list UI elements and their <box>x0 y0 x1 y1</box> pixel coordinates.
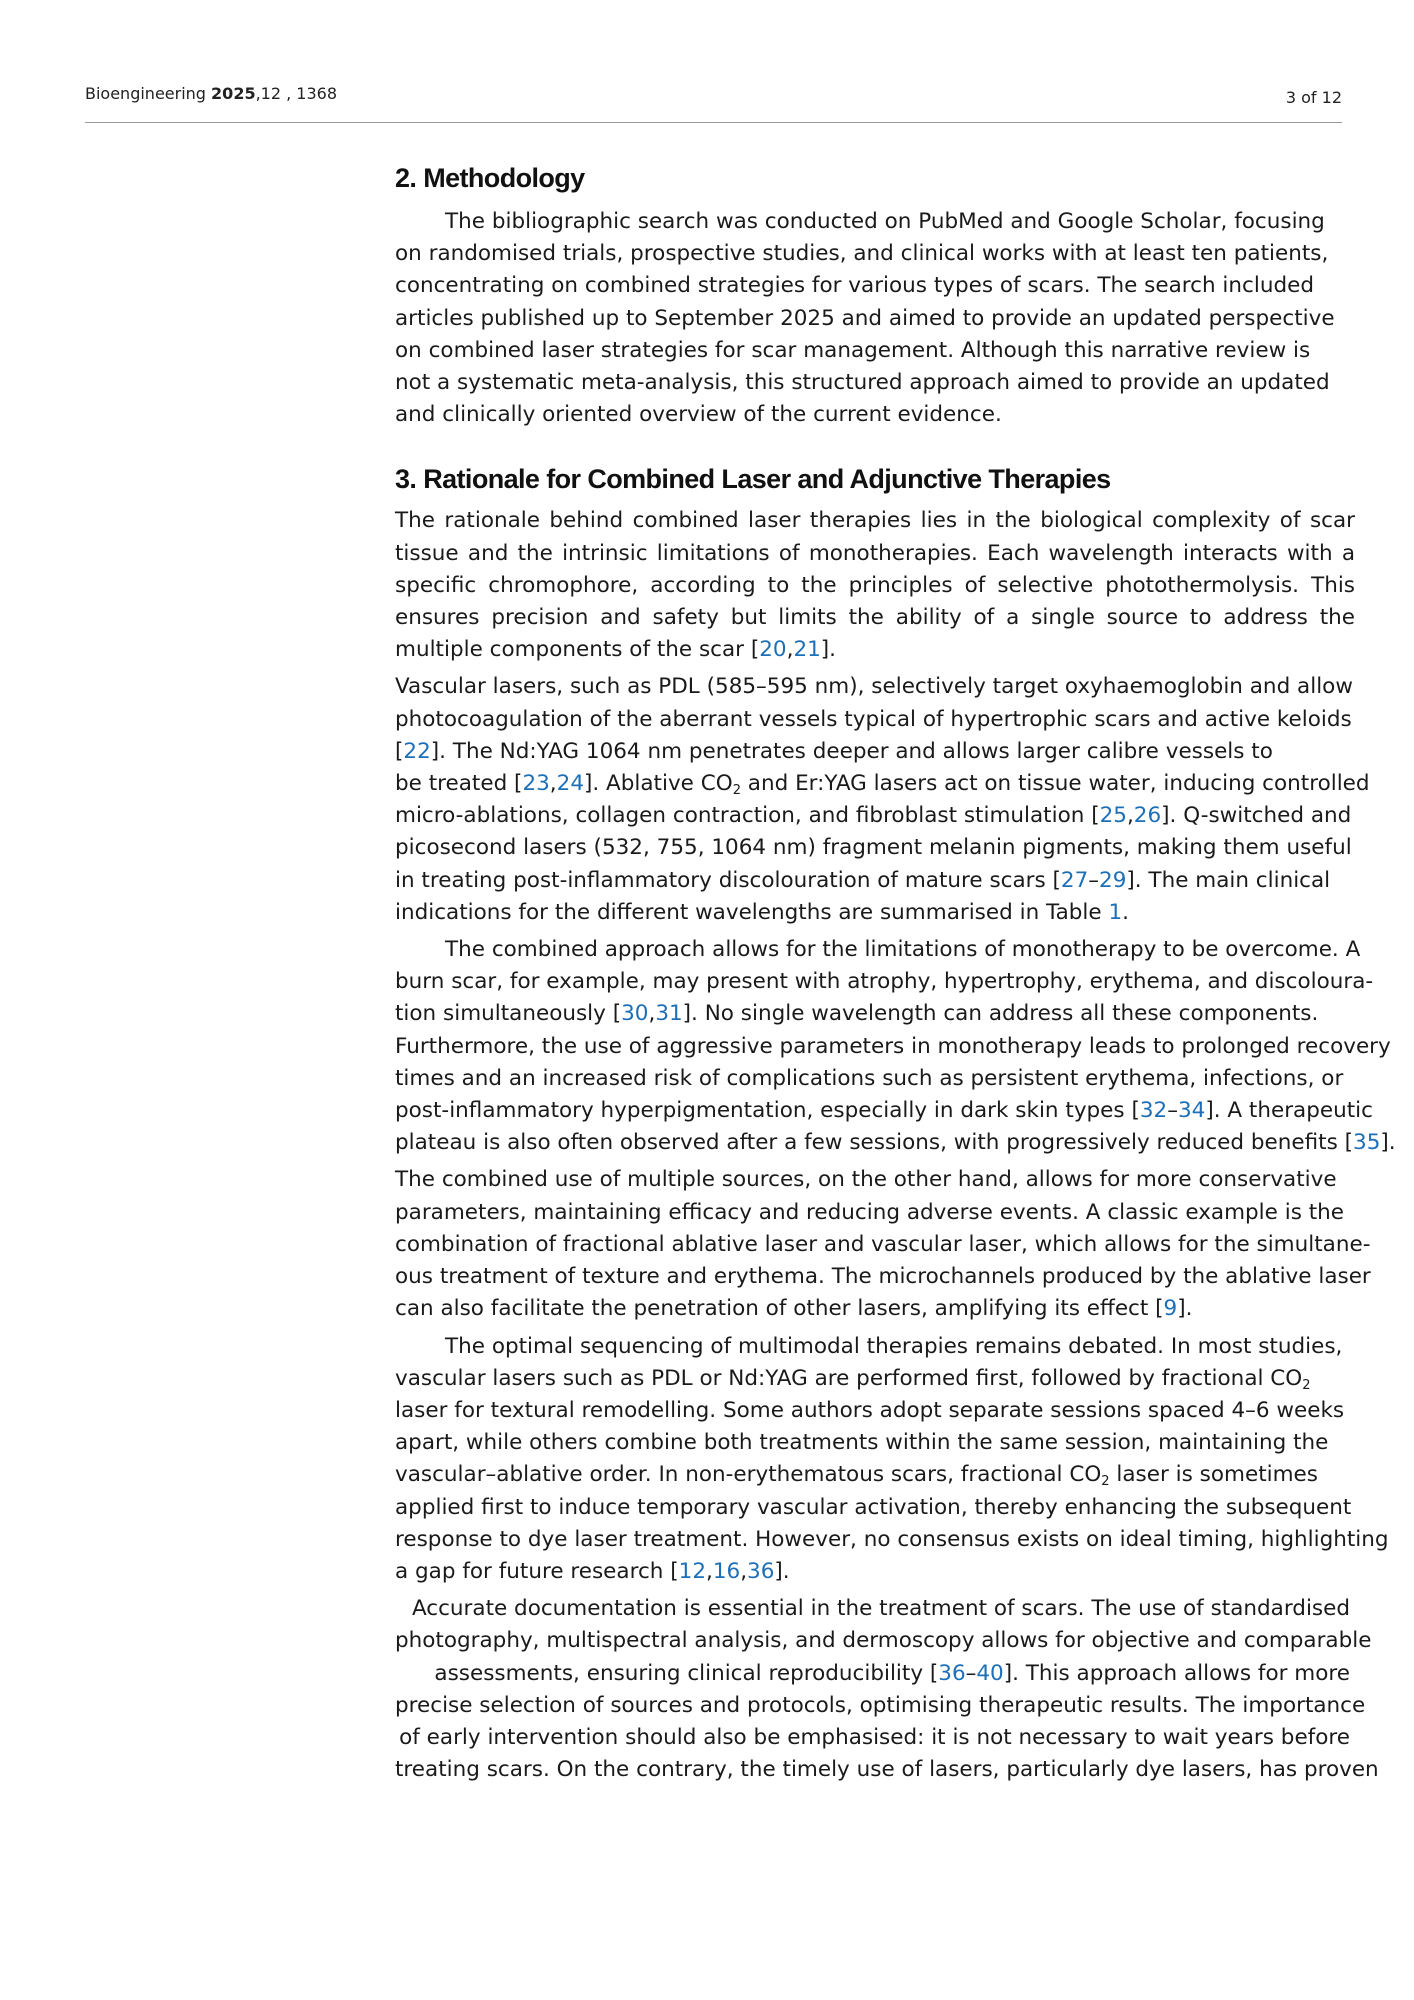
table-link[interactable]: 1 <box>1108 899 1123 925</box>
citation-link[interactable]: 21 <box>793 637 821 663</box>
citation-link[interactable]: 23 <box>522 771 550 797</box>
citation-link[interactable]: 16 <box>712 1558 741 1584</box>
rationale-paragraph-5: The optimal sequencing of multimodal therapies remains debated. In most studies, vascular lasers such as PDL or Nd:YAG are performed first, followed by fractional $CO_2$ laser for textural remodelling. Some authors adopt separate sessions spaced 4–6 weeks apart, while others combine both treatments within the same session, maintaining the vascular–ablative order. In non-erythematous scars, fractional $CO_2$ laser is sometimes applied first to induce temporary vascular activation, thereby enhancing the subsequent response to dye laser treatment. However, no consensus exists on ideal timing, highlighting a gap for future research [12,16,36]. <box>395 1333 1389 1584</box>
journal-citation <box>85 84 337 103</box>
rationale-paragraph-3: The combined approach allows for the limitations of monotherapy to be overcome. A burn scar, for example, may present with atrophy, hypertrophy, erythema, and discoloura- tion simultaneously [30,31]. No single wavelength can address all these components. Furthermore, the use of aggressive parameters in monotherapy leads to prolonged recovery times and an increased risk of complications such as persistent erythema, infections, or post-inflammatory hyperpigmentation, especially in dark skin types [32–34]. A therapeutic plateau is also often observed after a few sessions, with progressively reduced benefits [35]. <box>395 937 1396 1156</box>
citation-link[interactable]: 12 <box>678 1558 706 1584</box>
citation-link[interactable]: 29 <box>1099 867 1127 893</box>
journal-volume: ,12 , 1368 <box>255 84 337 103</box>
citation-link[interactable]: 22 <box>403 738 431 764</box>
section-title-methodology: 2. Methodology <box>395 163 585 193</box>
journal-name: Bioengineering <box>85 84 206 103</box>
citation-link[interactable]: 20 <box>759 637 787 663</box>
rationale-paragraph-4: The combined use of multiple sources, on the other hand, allows for more conservative parameters, maintaining efficacy and reducing adverse events. A classic example is the combination of fractional ablative laser and vascular laser, which allows for the simultane- ous treatment of texture and erythema. The microchannels produced by the ablative laser can also facilitate the penetration of other lasers, amplifying its effect [9]. <box>395 1167 1371 1322</box>
citation-link[interactable]: 27 <box>1060 867 1089 893</box>
page-number: 3 of 12 <box>1285 88 1342 107</box>
citation-link[interactable]: 26 <box>1133 803 1162 829</box>
citation-link[interactable]: 9 <box>1163 1296 1178 1322</box>
citation-link[interactable]: 34 <box>1177 1098 1206 1124</box>
rationale-paragraph-2: Vascular lasers, such as PDL (585–595 nm), selectively target oxyhaemoglobin and allow photocoagulation of the aberrant vessels typical of hypertrophic scars and active keloids [22]. The Nd:YAG 1064 nm penetrates deeper and allows larger calibre vessels to be treated [23,24]. Ablative $CO_2$ and Er:YAG lasers act on tissue water, inducing controlled micro-ablations, collagen contraction, and fibroblast stimulation [25,26]. Q-switched and picosecond lasers (532, 755, 1064 nm) fragment melanin pigments, making them useful in treating post-inflammatory discolouration of mature scars [27–29]. The main clinical indications for the different wavelengths are summarised in Table 1. <box>395 674 1370 925</box>
journal-year: 2025 <box>211 84 256 103</box>
citation-link[interactable]: 35 <box>1353 1130 1381 1156</box>
methodology-paragraph: The bibliographic search was conducted on PubMed and Google Scholar, focusing on randomised trials, prospective studies, and clinical works with at least ten patients, concentrating on combined strategies for various types of scars. The search included articles published up to September 2025 and aimed to provide an updated perspective on combined laser strategies for scar management. Although this narrative review is not a systematic meta-analysis, this structured approach aimed to provide an updated and clinically oriented overview of the current evidence. <box>395 209 1335 428</box>
citation-link[interactable]: 36 <box>938 1660 966 1686</box>
section-title-rationale: 3. Rationale for Combined Laser and Adjunctive Therapies <box>395 464 1111 495</box>
rationale-paragraph-1: The rationale behind combined laser therapies lies in the biological complexity of scar tissue and the intrinsic limitations of monotherapies. Each wavelength interacts with a specific chromophore, according to the principles of selective photothermolysis. This ensures precision and safety but limits the ability of a single source to address the multiple components of the scar [20,21]. <box>395 508 1355 663</box>
citation-link[interactable]: 40 <box>976 1660 1004 1686</box>
citation-link[interactable]: 31 <box>655 1001 683 1027</box>
citation-link[interactable]: 36 <box>747 1558 775 1584</box>
article-body <box>395 160 1396 1786</box>
citation-link[interactable]: 25 <box>1099 803 1127 829</box>
rationale-paragraph-6: Accurate documentation is essential in the treatment of scars. The use of standardised photography, multispectral analysis, and dermoscopy allows for objective and comparable assessments, ensuring clinical reproducibility [36–40]. This approach allows for more precise selection of sources and protocols, optimising therapeutic results. The importance of early intervention should also be emphasised: it is not necessary to wait years before treating scars. On the contrary, the timely use of lasers, particularly dye lasers, has proven <box>395 1596 1379 1783</box>
citation-link[interactable]: 30 <box>621 1001 649 1027</box>
page-header <box>85 80 1342 123</box>
citation-link[interactable]: 32 <box>1139 1098 1168 1124</box>
citation-link[interactable]: 24 <box>556 771 584 797</box>
